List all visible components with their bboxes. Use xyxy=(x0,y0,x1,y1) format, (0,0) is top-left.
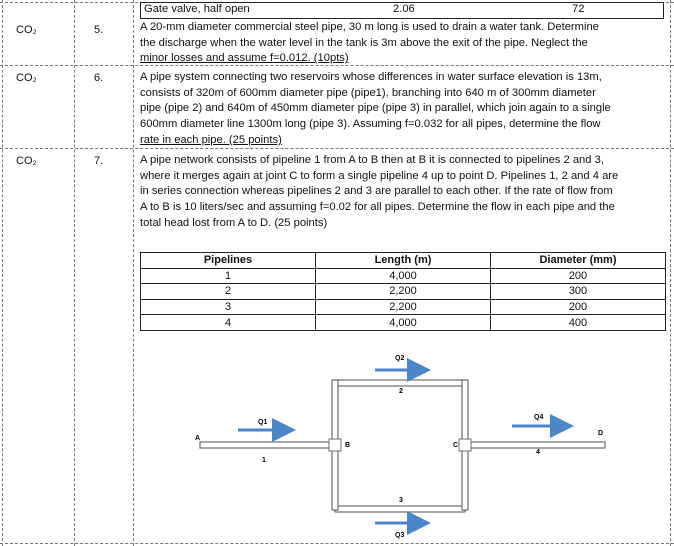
point-c-label: C xyxy=(453,442,459,449)
table-border xyxy=(670,0,671,546)
pipe-1 xyxy=(200,442,334,448)
table-cell: 2,200 xyxy=(316,284,491,300)
table-border xyxy=(0,543,674,544)
table-border xyxy=(133,0,134,546)
text-line: 600mm diameter line 1300m long (pipe 3). Assuming f=0.032 for all pipes, determine the flow xyxy=(140,118,601,131)
problem-number: 5. xyxy=(94,24,104,36)
problem-number: 7. xyxy=(94,155,104,167)
text-line: minor losses and assume f=0.012. (10pts) xyxy=(140,52,349,65)
top-row-item: Gate valve, half open xyxy=(144,3,250,15)
text-line: A pipe network consists of pipeline 1 from A to B then at B it is connected to pipelines 2 and 3, xyxy=(140,154,604,166)
course-outcome: CO₂ xyxy=(16,72,37,84)
table-row xyxy=(141,284,666,300)
table-cell: 2 xyxy=(141,284,316,300)
problem-text xyxy=(140,20,666,67)
text-line: total head lost from A to D. (25 points) xyxy=(140,216,328,229)
table-cell: 200 xyxy=(491,268,666,284)
table-cell: 3 xyxy=(141,299,316,315)
text-line: where it merges again at joint C to form a single pipeline 4 up to point D. Pipelines 1, 2 and 4 are xyxy=(140,169,619,182)
pipe-1-label: 1 xyxy=(262,457,266,464)
table-cell: 4,000 xyxy=(316,268,491,284)
text-line: the discharge when the water level in the tank is 3m above the exit of the pipe. Neglect the xyxy=(140,36,588,49)
table-row xyxy=(141,299,666,315)
column-header: Pipelines xyxy=(141,253,316,269)
pipe-3-label: 3 xyxy=(399,497,403,504)
joint-b-fitting xyxy=(329,439,341,451)
table-border xyxy=(74,0,75,546)
problem-number: 6. xyxy=(94,72,104,84)
table-border xyxy=(2,0,3,546)
problem-text xyxy=(140,153,666,232)
table-header-row xyxy=(141,253,666,269)
text-line: consists of 320m of 600mm diameter pipe (pipe1), branching into 640 m of 300mm diameter xyxy=(140,86,596,99)
text-line: A 20-mm diameter commercial steel pipe, 30 m long is used to drain a water tank. Determine xyxy=(140,21,599,33)
text-line: A to B is 10 liters/sec and assuming f=0.02 for all pipes. Determine the flow in each pipe and the xyxy=(140,201,615,214)
pipe-table xyxy=(140,252,666,331)
text-line: pipe (pipe 2) and 640m of 450mm diameter pipe (pipe 3) in parallel, which join again to a single xyxy=(140,102,611,115)
course-outcome: CO₂ xyxy=(16,24,37,36)
flow-q1-label: Q1 xyxy=(258,419,268,426)
table-cell: 200 xyxy=(491,299,666,315)
table-cell: 400 xyxy=(491,315,666,331)
text-line: A pipe system connecting two reservoirs whose differences in water surface elevation is 13m, xyxy=(140,71,602,83)
table-cell: 4,000 xyxy=(316,315,491,331)
table-cell: 1 xyxy=(141,268,316,284)
table-cell: 2,200 xyxy=(316,299,491,315)
point-b-label: B xyxy=(345,442,351,449)
pipe-2-label: 2 xyxy=(399,388,403,395)
top-row-value: 72 xyxy=(572,3,585,15)
top-row-k-value: 2.06 xyxy=(393,3,415,15)
flow-q4-label: Q4 xyxy=(534,414,544,421)
text-line: rate in each pipe. (25 points) xyxy=(140,133,282,146)
table-row xyxy=(141,315,666,331)
flow-q2-label: Q2 xyxy=(395,355,405,362)
table-cell: 300 xyxy=(491,284,666,300)
pipe-4-label: 4 xyxy=(536,449,540,456)
flow-q3-label: Q3 xyxy=(395,532,405,539)
point-d-label: D xyxy=(598,430,604,437)
pipe-network-diagram xyxy=(190,340,620,540)
table-cell: 4 xyxy=(141,315,316,331)
table-row xyxy=(141,268,666,284)
column-header: Diameter (mm) xyxy=(491,253,666,269)
column-header: Length (m) xyxy=(316,253,491,269)
pipe-4 xyxy=(465,442,605,448)
text-line: in series connection whereas pipelines 2 and 3 are parallel to each other. If the rate of flow from xyxy=(140,185,613,198)
problem-text xyxy=(140,70,666,149)
course-outcome: CO₂ xyxy=(16,155,37,167)
point-a-label: A xyxy=(195,435,201,442)
joint-c-fitting xyxy=(459,439,471,451)
top-row xyxy=(140,3,666,17)
